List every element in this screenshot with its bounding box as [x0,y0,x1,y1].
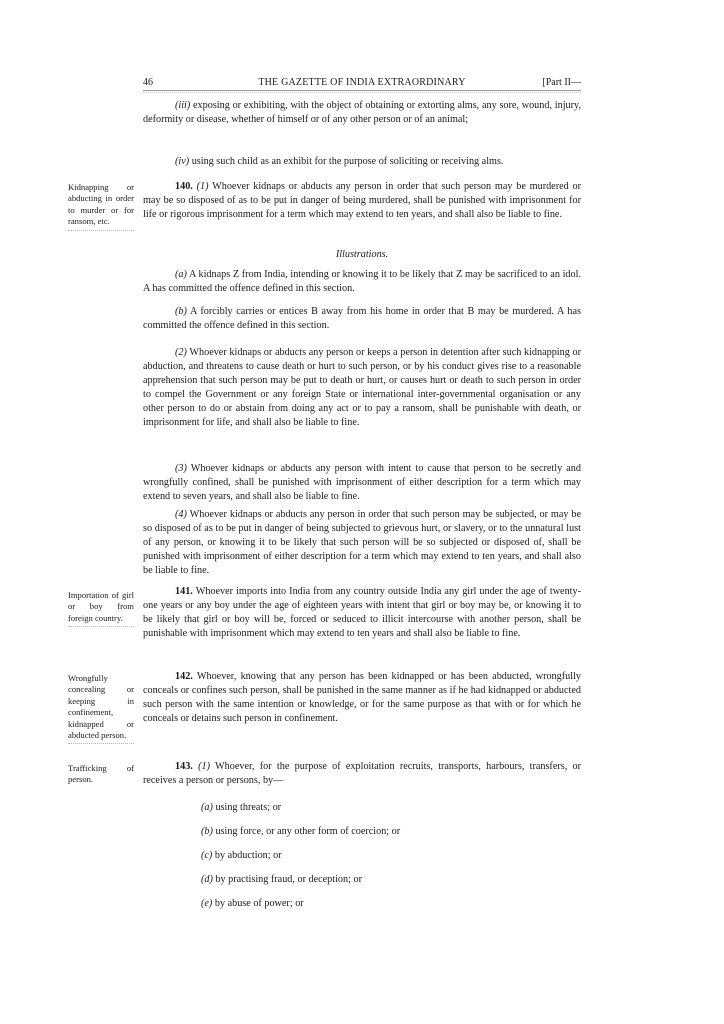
clause-number: (d) [201,874,213,885]
illustration-text: A kidnaps Z from India, intending or knowing it to be likely that Z may be sacrificed to an idol. A has committed the offence defined in this section. [143,269,581,294]
section-text: Whoever, for the purpose of exploitation recruits, transports, harbours, transfers, or receives a person or persons, by— [143,761,581,786]
section-141 [143,585,581,641]
illustration-number: (a) [175,269,187,280]
margin-note-143: Trafficking of person. [68,763,134,785]
gazette-title: THE GAZETTE OF INDIA EXTRAORDINARY [258,77,466,88]
section-text: Whoever imports into India from any country outside India any girl under the age of twenty-one years or any boy under the age of eighteen years with intent that girl or boy may be, or knowing it to be likely that girl or boy will be, forced or seduced to illicit intercourse with another person, shall be punishable with imprisonment which may extend to ten years and shall also be liable to fine. [143,586,581,639]
clause-text: by practising fraud, or deception; or [212,874,362,885]
clause-text: by abuse of power; or [212,898,304,909]
section-number: 143. [175,761,193,772]
subsection-number: (4) [175,509,187,520]
illustrations-heading: Illustrations. [335,249,389,260]
section-text: Whoever, knowing that any person has been kidnapped or has been abducted, wrongfully conceals or confines such person, shall be punished in the same manner as if he had kidnapped or abducted such person with the same intention or knowledge, or for the same purpose as that with or for which he conceals or detains such person in confinement. [143,671,581,724]
section-140-1 [143,180,581,222]
section-number: 142. [175,671,193,682]
page-header [143,76,581,90]
section-number: 141. [175,586,193,597]
clause-iii [143,99,581,127]
section-140-3 [143,462,581,504]
section-text: Whoever kidnaps or abducts any person with intent to cause that person to be secretly and wrongfully confined, shall be punished with imprisonment of either description for a term which may extend to seven years, and shall also be liable to fine. [143,463,581,502]
clause-b [201,825,581,839]
illustration-text: A forcibly carries or entices B away from his home in order that B may be murdered. A has committed the offence defined in this section. [143,306,581,331]
clause-number: (b) [201,826,213,837]
section-140-4 [143,508,581,578]
section-text: Whoever kidnaps or abducts any person or keeps a person in detention after such kidnapping or abduction, and threatens to cause death or hurt to such person, or by his conduct gives rise to a reasonable apprehension that such person may be put to death or hurt, or causes hurt or death to such person in order to compel the Government or any foreign State or international inter-governmental organisation or any other person to do or abstain from doing any act or to pay a ransom, shall be punishable with death, or imprisonment for life, and shall also be liable to fine. [143,347,581,428]
subsection-number: (2) [175,347,187,358]
clause-text: by abduction; or [212,850,282,861]
margin-note-142: Wrongfully concealing or keeping in confinement, kidnapped or abducted person. [68,673,134,744]
subsection-number: (3) [175,463,187,474]
clause-text: using threats; or [212,802,282,813]
illustration-a [143,268,581,296]
clause-a [201,801,581,815]
section-142 [143,670,581,726]
clause-number: (e) [201,898,213,909]
clause-text: using such child as an exhibit for the purpose of soliciting or receiving alms. [189,156,504,167]
section-number: 140. [175,181,193,192]
section-140-2 [143,346,581,430]
section-143-1 [143,760,581,788]
clause-iv [143,155,581,169]
illustration-number: (b) [175,306,187,317]
part-label: [Part II— [542,77,581,88]
clause-e [201,897,581,911]
clause-number: (iv) [175,156,190,167]
header-rule [143,90,581,91]
clause-text: exposing or exhibiting, with the object of obtaining or extorting alms, any sore, wound, injury, deformity or disease, whether of himself or of any other person or of an animal; [143,100,581,125]
clause-text: using force, or any other form of coercion; or [212,826,401,837]
margin-note-141: Importation of girl or boy from foreign country. [68,590,134,627]
clause-number: (c) [201,850,213,861]
header-rule-dotted [143,92,581,93]
section-text: Whoever kidnaps or abducts any person in order that such person may be subjected, or may be so disposed of as to be put in danger of being subjected to grievous hurt, or slavery, or to the unnatural lust of any person, or knowing it to be likely that such person will be so subjected or disposed of, shall be punished with imprisonment of either description for a term which may extend to ten years, and shall also be liable to fine. [143,509,581,576]
clause-c [201,849,581,863]
page-number: 46 [143,77,153,88]
margin-note-140: Kidnapping or abducting in order to murder or for ransom, etc. [68,182,134,231]
clause-d [201,873,581,887]
subsection-number: (1) [196,181,209,192]
clause-number: (iii) [175,100,191,111]
clause-number: (a) [201,802,213,813]
illustration-b [143,305,581,333]
subsection-number: (1) [198,761,210,772]
section-text: Whoever kidnaps or abducts any person in order that such person may be murdered or may be so disposed of as to be put in danger of being murdered, shall be punished with imprisonment for life or rigorous imprisonment for a term which may extend to ten years, and shall also be liable to fine. [143,181,581,220]
